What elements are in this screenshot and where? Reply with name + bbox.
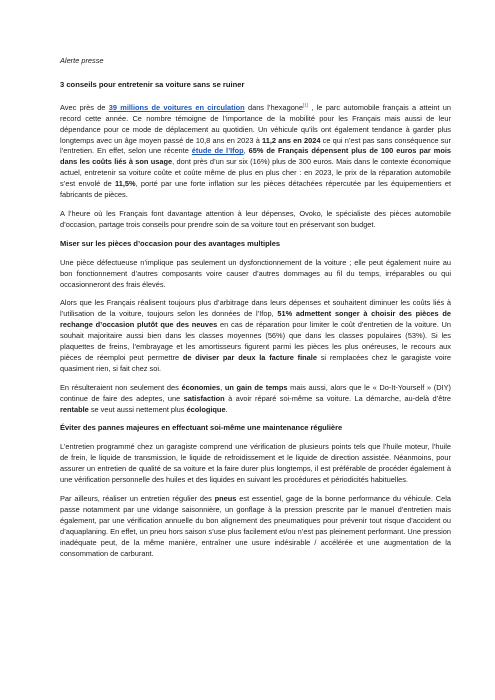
paragraph-tyres: Par ailleurs, réaliser un entretien régulier des pneus est essentiel, gage de la bonne performance du véhicule. Cela passe notamment par une vidange saisonnière, un gonflage à la pression prescrite par le manuel d’entretien mais également, par une vérification annuelle du bon alignement des pneumatiques pour prévenir tout risque d’accident ou d’aquaplaning. En effet, un pneu hors saison s’use plus facilement et/ou n’est pas pleinement performant. Une pression inadéquate peut, de la même manière, entraîner une usure indésirable / accélérée et une augmentation de la consommation de carburant. bbox=[60, 494, 451, 558]
paragraph-ovoko: A l’heure où les Français font davantage attention à leur dépenses, Ovoko, le spécialiste des pièces automobile d’occasion, partage trois conseils pour prendre soin de sa voiture tout en préservant son budget. bbox=[60, 208, 451, 229]
section-heading-used-parts: Miser sur les pièces d’occasion pour des avantages multiples bbox=[60, 238, 281, 248]
paragraph-intro: Avec près de 39 millions de voitures en circulation dans l’hexagone[1] , le parc automobile français a atteint un record cette année. Ce nombre témoigne de l’importance de la mobilité pour les Français mais aussi de leur dépendance pour ce mode de déplacement au quotidien. Un véhicule qu’ils ont également tendance à garder plus longtemps avec un âge moyen passé de 10,8 ans en 2023 à 11,2 ans en 2024 ce qui n’est pas sans conséquence sur l’entretien. En effet, selon une récente étude de l’Ifop, 65% de Français dépensent plus de 100 euros par mois dans les coûts liés à son usage, dont près d’un sur six (16%) plus de 300 euros. Mais dans le contexte économique actuel, entretenir sa voiture coûte et coûte même de plus en plus cher : en 2023, le prix de la réparation automobile s’est envolé de 11,5%, porté par une forte inflation sur les pièces détachées répercutée par les équipementiers et fabricants de pièces. bbox=[60, 102, 451, 200]
footnote-ref[interactable]: [1] bbox=[303, 102, 309, 108]
paragraph-scheduled-maintenance: L’entretien programmé chez un garagiste comprend une vérification de plusieurs points tels que l’huile moteur, l’huile de frein, le liquide de transmission, le liquide de refroidissement et le liquide de direction assistée. Néanmoins, pour assurer un entretien de qualité de sa voiture et la faire durer plus longtemps, il est préférable de procéder également à une vérification personnelle des huiles et des liquides en suivant les procédures et périodicités habituelles. bbox=[60, 442, 451, 485]
section-heading-maintenance: Éviter des pannes majeures en effectuant soi-même une maintenance régulière bbox=[60, 423, 343, 433]
alert-label: Alerte presse bbox=[60, 56, 104, 65]
paragraph-arbitrage: Alors que les Français réalisent toujours plus d’arbitrage dans leurs dépenses et souhaitent diminuer les coûts liés à l’utilisation de la voiture, toujours selon les données de l’Ifop, 51% admettent songer à choisir des pièces de rechange d’occasion plutôt que des neuves en cas de réparation pour limiter le coût d’entretien de la voiture. Un souhait majoritaire aussi bien dans les classes moyennes (56%) que dans les classes populaires (53%). Si les plaquettes de freins, l’embrayage et les amortisseurs figurent parmi les pièces les plus onéreuses, le recours aux pièces de réemploi peut permettre de diviser par deux la facture finale si remplacées chez le garagiste voire quasiment rien, si fait chez soi. bbox=[60, 298, 451, 373]
paragraph-defective-part: Une pièce défectueuse n’implique pas seulement un dysfonctionnement de la voiture ; elle peut également nuire au bon fonctionnement d’autres composants voire causer d’autres dommages au fil du temps, irréparables ou qui occasionneront des frais élevés. bbox=[60, 257, 451, 289]
link-ifop-study[interactable]: étude de l’Ifop bbox=[191, 146, 244, 156]
paragraph-benefits: En résulteraient non seulement des économies, un gain de temps mais aussi, alors que le « Do-It-Yourself » (DIY) continue de faire des adeptes, une satisfaction à avoir réparé soi-même sa voiture. La démarche, au-delà d’être rentable se veut aussi nettement plus écologique. bbox=[60, 382, 451, 414]
document-title: 3 conseils pour entretenir sa voiture sans se ruiner bbox=[60, 79, 245, 89]
link-cars-in-circulation[interactable]: 39 millions de voitures en circulation bbox=[108, 102, 245, 112]
